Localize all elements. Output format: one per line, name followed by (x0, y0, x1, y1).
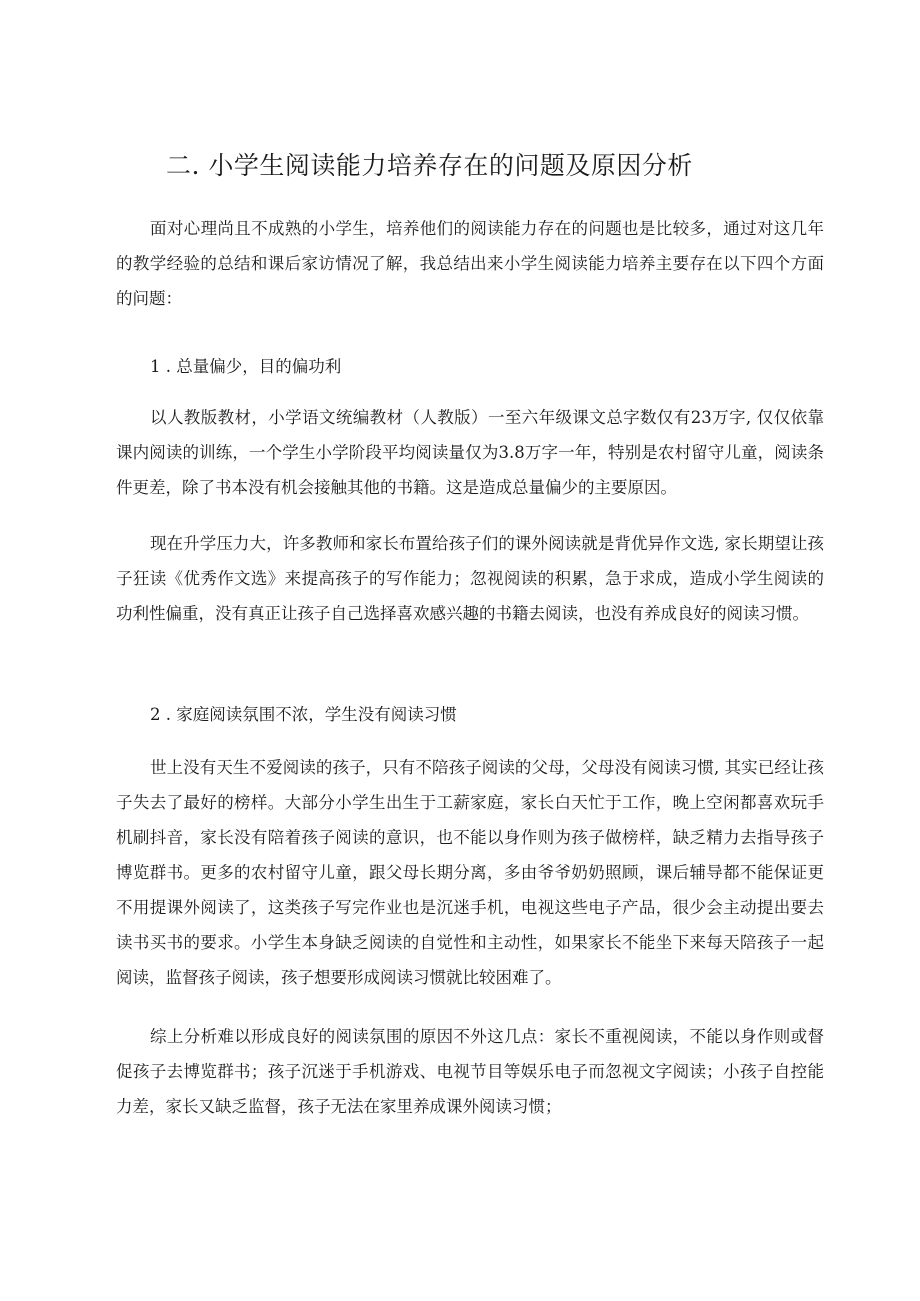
section-title: 二. 小学生阅读能力培养存在的问题及原因分析 (166, 151, 693, 180)
section1-paragraph-1: 以人教版教材，小学语文统编教材（人教版）一至六年级课文总字数仅有23万字, 仅仅依靠课内阅读的训练，一个学生小学阶段平均阅读量仅为3.8万字一年，特别是农村留守儿童，阅读条件更差，除了书本没有机会接触其他的书籍。这是造成总量偏少的主要原因。 (116, 408, 824, 497)
intro-paragraph: 面对心理尚且不成熟的小学生，培养他们的阅读能力存在的问题也是比较多，通过对这几年的教学经验的总结和课后家访情况了解，我总结出来小学生阅读能力培养主要存在以下四个方面的问题： (116, 219, 824, 308)
section1-paragraph-2: 现在升学压力大，许多教师和家长布置给孩子们的课外阅读就是背优异作文选, 家长期望让孩子狂读《优秀作文选》来提高孩子的写作能力；忽视阅读的积累，急于求成，造成小学生阅读的功利性偏重，没有真正让孩子自己选择喜欢感兴趣的书籍去阅读，也没有养成良好的阅读习惯。 (116, 534, 824, 623)
subheading-2: 2 . 家庭阅读氛围不浓，学生没有阅读习惯 (150, 705, 457, 724)
section2-paragraph-1: 世上没有天生不爱阅读的孩子，只有不陪孩子阅读的父母，父母没有阅读习惯, 其实已经让孩子失去了最好的榜样。大部分小学生出生于工薪家庭，家长白天忙于工作，晚上空闲都喜欢玩手机刷抖音，家长没有陪着孩子阅读的意识，也不能以身作则为孩子做榜样，缺乏精力去指导孩子博览群书。更多的农村留守儿童，跟父母长期分离，多由爷爷奶奶照顾，课后辅导都不能保证更不用提课外阅读了，这类孩子写完作业也是沉迷手机，电视这些电子产品，很少会主动提出要去读书买书的要求。小学生本身缺乏阅读的自觉性和主动性，如果家长不能坐下来每天陪孩子一起阅读，监督孩子阅读，孩子想要形成阅读习惯就比较困难了。 (116, 758, 824, 987)
section2-paragraph-2: 综上分析难以形成良好的阅读氛围的原因不外这几点：家长不重视阅读，不能以身作则或督促孩子去博览群书；孩子沉迷于手机游戏、电视节目等娱乐电子而忽视文字阅读；小孩子自控能力差，家长又缺乏监督，孩子无法在家里养成课外阅读习惯； (116, 1027, 824, 1116)
subheading-1: 1 . 总量偏少，目的偏功利 (150, 357, 342, 376)
